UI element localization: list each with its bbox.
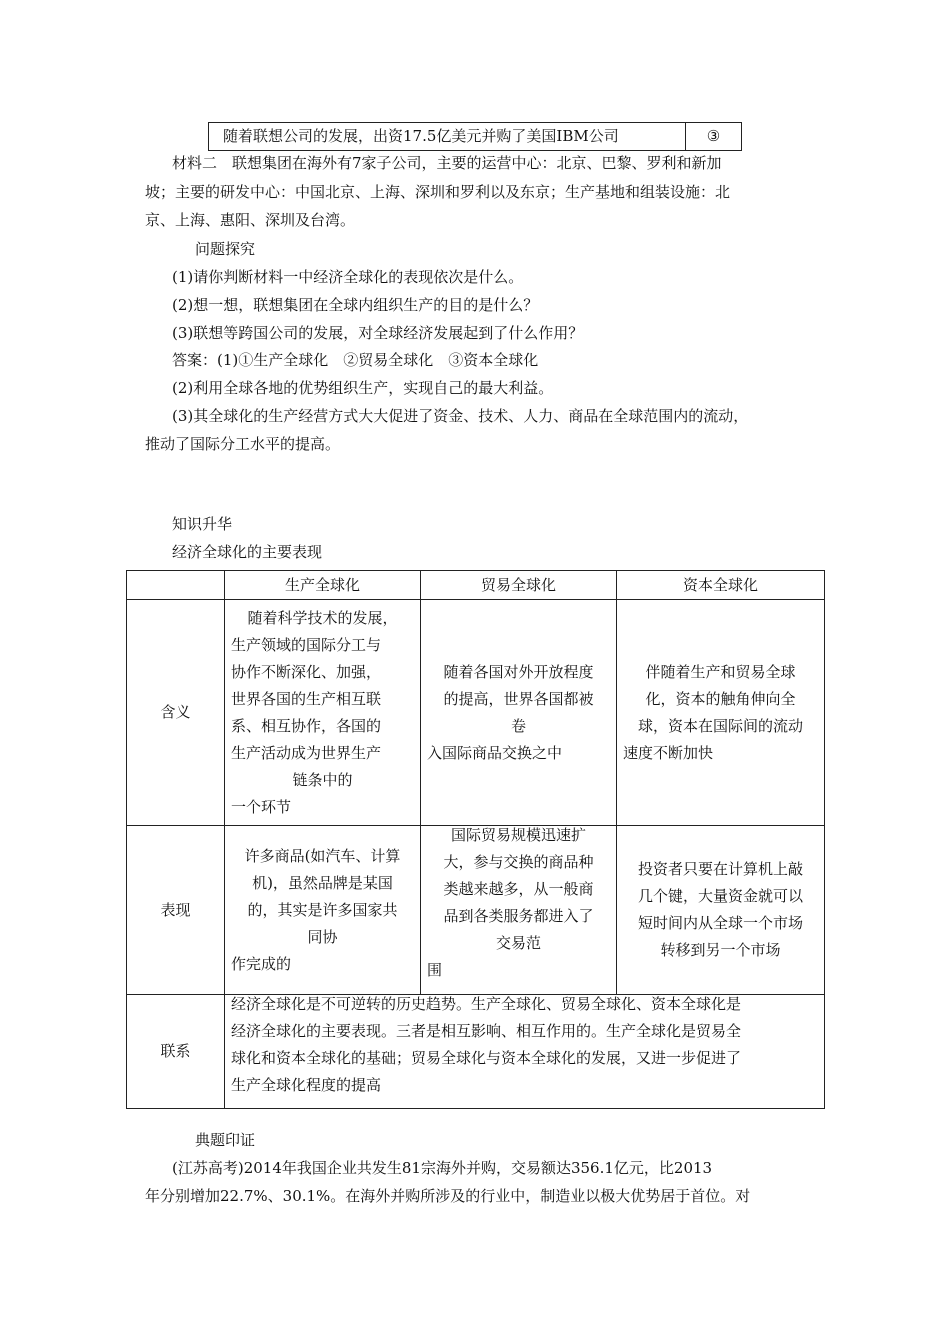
row-label-manifestation: 表现 xyxy=(127,826,225,995)
meaning-capital xyxy=(617,600,825,826)
header-capital: 资本全球化 xyxy=(617,571,825,600)
example-line-2: 年分别增加22.7%、30.1%。在海外并购所涉及的行业中，制造业以极大优势居于首位。对 xyxy=(145,1187,751,1205)
header-trade: 贸易全球化 xyxy=(421,571,617,600)
text-line: 一个环节 xyxy=(231,797,292,816)
text-line: 速度不断加快 xyxy=(623,743,714,762)
link-content xyxy=(225,995,825,1109)
text-line: 系、相互协作，各国的 xyxy=(231,716,382,735)
text-line: 随着各国对外开放程度 xyxy=(443,662,594,681)
text-line: 生产活动成为世界生产 xyxy=(231,743,382,762)
text-line: 伴随着生产和贸易全球 xyxy=(645,662,796,681)
meaning-production xyxy=(225,600,421,826)
text-line: 机)，虽然品牌是某国 xyxy=(252,873,393,892)
material2-line-2: 坡；主要的研发中心：中国北京、上海、深圳和罗利以及东京；生产基地和组装设施：北 xyxy=(145,183,731,201)
text-line: 的提高，世界各国都被 xyxy=(443,689,594,708)
material1-row-text: 随着联想公司的发展，出资17.5亿美元并购了美国IBM公司 xyxy=(223,127,619,145)
text-line: 链条中的 xyxy=(292,770,353,789)
meaning-trade xyxy=(421,600,617,826)
inquiry-question-3: (3)联想等跨国公司的发展，对全球经济发展起到了什么作用？ xyxy=(172,324,584,342)
material2-line-3: 京、上海、惠阳、深圳及台湾。 xyxy=(145,211,356,229)
text-line: 经济全球化的主要表现。三者是相互影响、相互作用的。生产全球化是贸易全 xyxy=(231,1022,742,1040)
text-line: 短时间内从全球一个市场 xyxy=(637,914,803,932)
text-line: 协作不断深化、加强， xyxy=(231,662,382,681)
text-line: 化，资本的触角伸向全 xyxy=(645,689,796,708)
material1-table-row xyxy=(208,122,742,151)
answer-line-3: (3)其全球化的生产经营方式大大促进了资金、技术、人力、商品在全球范围内的流动， xyxy=(172,407,749,425)
text-line: 作完成的 xyxy=(231,954,292,973)
text-line: 球，资本在国际间的流动 xyxy=(637,716,803,735)
text-line: 几个键，大量资金就可以 xyxy=(637,887,803,905)
header-production: 生产全球化 xyxy=(225,571,421,600)
material1-row-marker: ③ xyxy=(706,127,721,145)
text-line: 类越来越多，从一般商 xyxy=(443,880,594,898)
material2-line-1: 材料二 联想集团在海外有7家子公司，主要的运营中心：北京、巴黎、罗利和新加 xyxy=(172,154,722,172)
table-title: 经济全球化的主要表现 xyxy=(172,543,323,561)
text-line: 大，参与交换的商品种 xyxy=(443,853,594,871)
answer-line-1: 答案：(1)①生产全球化 ②贸易全球化 ③资本全球化 xyxy=(172,351,539,369)
row-label-meaning: 含义 xyxy=(127,600,225,826)
text-line: 经济全球化是不可逆转的历史趋势。生产全球化、贸易全球化、资本全球化是 xyxy=(231,995,742,1013)
text-line: 转移到另一个市场 xyxy=(660,941,781,959)
answer-line-4: 推动了国际分工水平的提高。 xyxy=(145,435,341,453)
text-line: 卷 xyxy=(510,716,526,735)
text-line: 随着科学技术的发展， xyxy=(247,608,398,627)
row-label-link: 联系 xyxy=(127,995,225,1109)
text-line: 生产全球化程度的提高 xyxy=(231,1076,382,1094)
header-empty xyxy=(127,571,225,600)
text-line: 的，其实是许多国家共 xyxy=(247,900,398,919)
knowledge-heading: 知识升华 xyxy=(172,515,233,533)
inquiry-question-1: (1)请你判断材料一中经济全球化的表现依次是什么。 xyxy=(172,268,524,286)
text-line: 围 xyxy=(427,961,443,979)
globalization-table xyxy=(126,570,825,1109)
text-line: 世界各国的生产相互联 xyxy=(231,689,382,708)
answer-line-2: (2)利用全球各地的优势组织生产，实现自己的最大利益。 xyxy=(172,379,554,397)
example-line-1: (江苏高考)2014年我国企业共发生81宗海外并购，交易额达356.1亿元，比2013 xyxy=(172,1159,713,1177)
text-line: 品到各类服务都进入了 xyxy=(443,907,594,925)
manifestation-capital xyxy=(617,826,825,995)
text-line: 投资者只要在计算机上敲 xyxy=(637,860,803,878)
text-line: 球化和资本全球化的基础；贸易全球化与资本全球化的发展，又进一步促进了 xyxy=(231,1049,742,1067)
text-line: 入国际商品交换之中 xyxy=(427,743,563,762)
text-line: 国际贸易规模迅速扩 xyxy=(450,826,586,844)
example-heading: 典题印证 xyxy=(195,1131,256,1149)
manifestation-production xyxy=(225,826,421,995)
inquiry-heading: 问题探究 xyxy=(195,240,256,258)
manifestation-trade xyxy=(421,826,617,995)
text-line: 同协 xyxy=(307,927,338,946)
text-line: 交易范 xyxy=(495,934,541,952)
inquiry-question-2: (2)想一想，联想集团在全球内组织生产的目的是什么？ xyxy=(172,296,539,314)
text-line: 许多商品(如汽车、计算 xyxy=(244,846,401,865)
text-line: 生产领域的国际分工与 xyxy=(231,635,382,654)
